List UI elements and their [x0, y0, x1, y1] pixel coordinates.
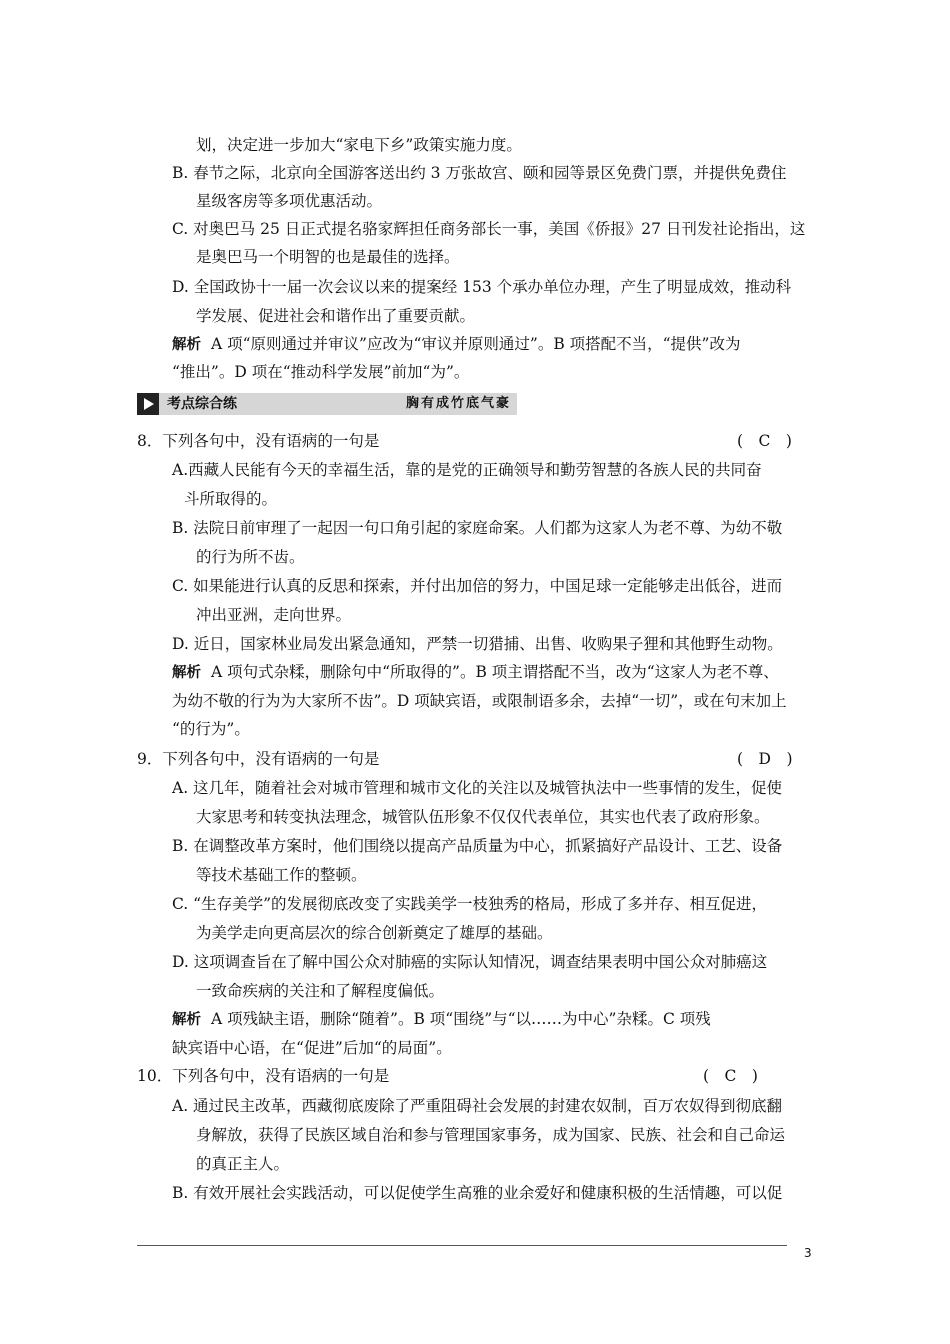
q8-option-b-continued: 的行为所不齿。: [196, 548, 305, 566]
q7-option-d-continued: 学发展、促进社会和谐作出了重要贡献。: [196, 307, 476, 325]
q9-answer: ( D ): [737, 750, 793, 768]
q8-option-d: D. 近日，国家林业局发出紧急通知，严禁一切猎捕、出售、收购果子狸和其他野生动物。: [172, 635, 783, 653]
q10-option-b: B. 有效开展社会实践活动，可以促使学生高雅的业余爱好和健康积极的生活情趣，可以促: [172, 1184, 783, 1202]
q7-explanation-text: A 项“原则通过并审议”应改为“审议并原则通过”。B 项搭配不当，“提供”改为: [211, 335, 741, 353]
banner-slogan: 胸有成竹底气豪: [405, 396, 511, 411]
q7-option-b: B. 春节之际，北京向全国游客送出约 3 万张故宫、颐和园等景区免费门票，并提供免费住: [172, 164, 787, 182]
q9-option-b: B. 在调整改革方案时，他们围绕以提高产品质量为中心，抓紧搞好产品设计、工艺、设备: [172, 837, 783, 855]
q8-answer: ( C ): [737, 432, 792, 450]
q7-option-a-continued: 划，决定进一步加大“家电下乡”政策实施力度。: [196, 136, 522, 154]
explanation-label: 解析: [172, 1012, 201, 1028]
q9-option-b-continued: 等技术基础工作的整顿。: [196, 866, 367, 884]
q9-stem: 9．下列各句中，没有语病的一句是: [137, 750, 380, 768]
q8-option-a: A.西藏人民能有今天的幸福生活，靠的是党的正确领导和勤劳智慧的各族人民的共同奋: [172, 461, 762, 479]
section-banner: [137, 393, 517, 415]
q10-option-a-continued: 身解放，获得了民族区域自治和参与管理国家事务，成为国家、民族、社会和自己命运: [196, 1126, 786, 1144]
explanation-label: 解析: [172, 337, 201, 353]
q8-stem: 8．下列各句中，没有语病的一句是: [137, 432, 380, 450]
q8-option-a-continued: 斗所取得的。: [184, 490, 278, 508]
q8-explanation-text: A 项句式杂糅，删除句中“所取得的”。B 项主谓搭配不当，改为“这家人为老不尊、: [211, 663, 779, 681]
page-number: 3: [804, 1246, 812, 1260]
explanation-label: 解析: [172, 665, 201, 681]
q9-option-d-continued: 一致命疾病的关注和了解程度偏低。: [196, 982, 445, 1000]
q9-explanation-text: A 项残缺主语，删除“随着”。B 项“围绕”与“以……为中心”杂糅。C 项残: [211, 1010, 711, 1028]
q8-option-b: B. 法院日前审理了一起因一句口角引起的家庭命案。人们都为这家人为老不尊、为幼不敬: [172, 519, 783, 537]
q9-option-c: C. “生存美学”的发展彻底改变了实践美学一枝独秀的格局，形成了多并存、相互促进，: [172, 895, 768, 913]
q9-option-a-continued: 大家思考和转变执法理念，城管队伍形象不仅仅代表单位，其实也代表了政府形象。: [196, 808, 770, 826]
q9-explanation-continued: 缺宾语中心语，在“促进”后加“的局面”。: [172, 1039, 452, 1057]
q8-option-c-continued: 冲出亚洲，走向世界。: [196, 606, 352, 624]
q10-answer: ( C ): [703, 1067, 758, 1085]
q7-option-c: C. 对奥巴马 25 日正式提名骆家辉担任商务部长一事，美国《侨报》27 日刊发社论指出，这: [172, 220, 806, 238]
q7-option-c-continued: 是奥巴马一个明智的也是最佳的选择。: [196, 248, 460, 266]
q7-explanation-continued: “推出”。D 项在“推动科学发展”前加“为”。: [172, 363, 470, 381]
q8-explanation-end: “的行为”。: [172, 720, 250, 738]
q7-option-d: D. 全国政协十一届一次会议以来的提案经 153 个承办单位办理，产生了明显成效，推动科: [172, 278, 792, 296]
q9-explanation: [172, 1008, 711, 1031]
q7-explanation: [172, 333, 741, 356]
q9-option-d: D. 这项调查旨在了解中国公众对肺癌的实际认知情况，调查结果表明中国公众对肺癌这: [172, 953, 768, 971]
q8-explanation-continued: 为幼不敬的行为为大家所不齿”。D 项缺宾语，或限制语多余，去掉“一切”，或在句末加上: [172, 692, 787, 710]
banner-title: 考点综合练: [167, 396, 237, 412]
q10-option-a-end: 的真正主人。: [196, 1155, 290, 1173]
q9-option-a: A. 这几年，随着社会对城市管理和城市文化的关注以及城管执法中一些事情的发生，促使: [172, 779, 783, 797]
q8-explanation: [172, 661, 779, 684]
q10-option-a: A. 通过民主改革，西藏彻底废除了严重阻碍社会发展的封建农奴制，百万农奴得到彻底翻: [172, 1097, 783, 1115]
footer-rule: [137, 1245, 787, 1246]
q7-option-b-continued: 星级客房等多项优惠活动。: [196, 192, 383, 210]
play-triangle-icon: [137, 393, 159, 415]
q8-option-c: C. 如果能进行认真的反思和探索，并付出加倍的努力，中国足球一定能够走出低谷，进而: [172, 577, 783, 595]
q9-option-c-continued: 为美学走向更高层次的综合创新奠定了雄厚的基础。: [196, 924, 553, 942]
q10-stem: 10．下列各句中，没有语病的一句是: [137, 1067, 390, 1085]
